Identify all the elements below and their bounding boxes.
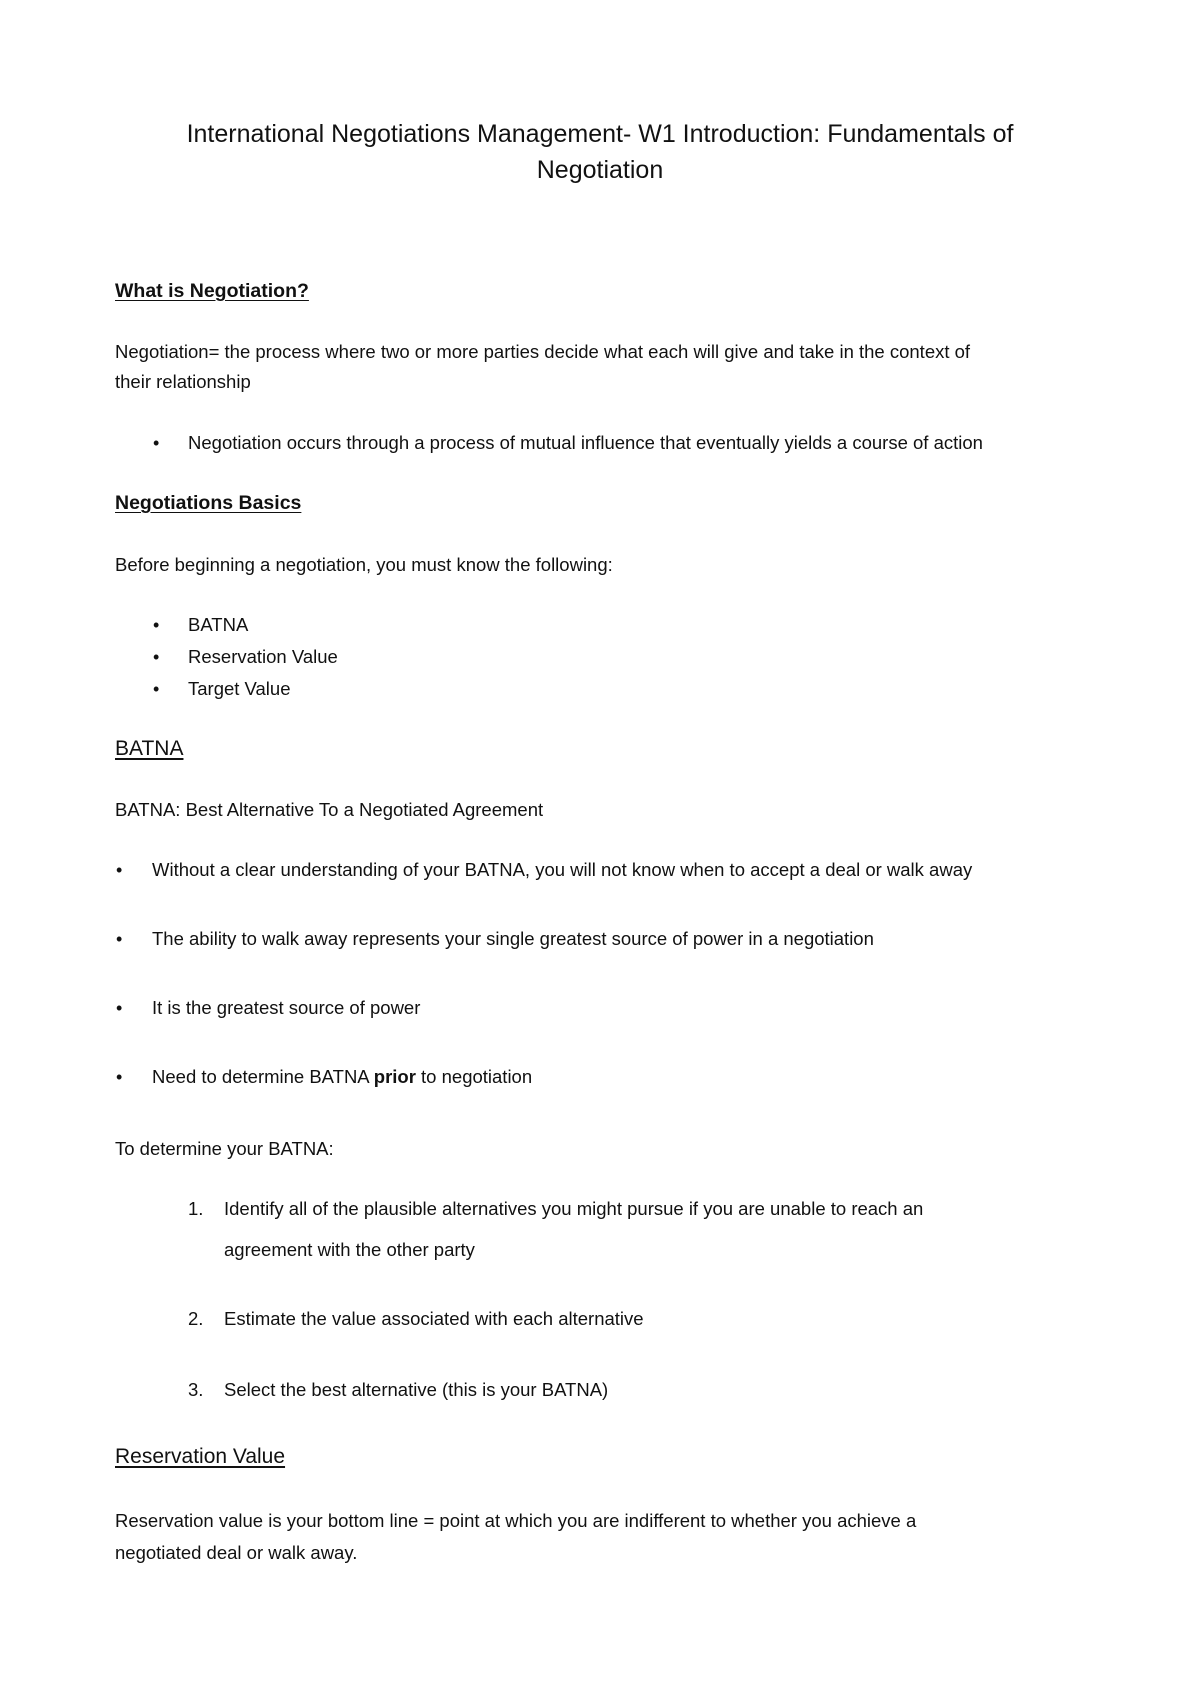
heading-batna: BATNA xyxy=(115,737,184,760)
batna-bullet-walk-away: The ability to walk away represents your single greatest source of power in a negotiation xyxy=(152,928,874,949)
batna-steps-intro: To determine your BATNA: xyxy=(115,1138,334,1159)
step-1-line-2: agreement with the other party xyxy=(224,1239,475,1260)
basics-intro: Before beginning a negotiation, you must know the following: xyxy=(115,554,613,575)
negotiation-definition-line-1: Negotiation= the process where two or more parties decide what each will give and take in the context of xyxy=(115,341,971,362)
negotiation-definition-line-2: their relationship xyxy=(115,371,251,392)
bullet-icon: • xyxy=(116,929,123,949)
heading-negotiations-basics: Negotiations Basics xyxy=(115,492,302,514)
basics-item-target-value: Target Value xyxy=(188,678,291,699)
batna-bullet-understanding: Without a clear understanding of your BATNA, you will not know when to accept a deal or walk away xyxy=(152,859,973,880)
title-line-1: International Negotiations Management- W1 Introduction: Fundamentals of xyxy=(186,120,1014,148)
step-1-line-1: Identify all of the plausible alternatives you might pursue if you are unable to reach an xyxy=(224,1198,924,1219)
bullet-icon: • xyxy=(153,433,160,453)
basics-item-reservation-value: Reservation Value xyxy=(188,646,338,667)
bullet4-text-bold: prior xyxy=(373,1066,416,1087)
bullet-icon: • xyxy=(153,647,160,667)
bullet-icon: • xyxy=(153,615,160,635)
basics-item-batna: BATNA xyxy=(188,614,249,635)
bullet4-text-post: to negotiation xyxy=(415,1066,533,1087)
step-3: Select the best alternative (this is your BATNA) xyxy=(224,1379,609,1400)
batna-definition: BATNA: Best Alternative To a Negotiated Agreement xyxy=(115,799,544,820)
batna-bullet-greatest-source: It is the greatest source of power xyxy=(152,997,421,1018)
negotiation-influence-bullet: Negotiation occurs through a process of mutual influence that eventually yields a course of action xyxy=(188,432,983,453)
step-number-2: 2. xyxy=(188,1308,204,1329)
bullet-icon: • xyxy=(116,860,123,880)
bullet4-text-pre: Need to determine BATNA xyxy=(152,1066,374,1087)
step-2: Estimate the value associated with each alternative xyxy=(224,1308,644,1329)
reservation-value-line-1: Reservation value is your bottom line = point at which you are indifferent to whether you achieve a xyxy=(115,1510,917,1531)
batna-bullet-determine-prior xyxy=(152,1062,532,1092)
heading-what-is-negotiation: What is Negotiation? xyxy=(115,280,309,302)
bullet-icon: • xyxy=(153,679,160,699)
title-line-2: Negotiation xyxy=(536,156,664,184)
heading-reservation-value: Reservation Value xyxy=(115,1445,286,1468)
bullet-icon: • xyxy=(116,1067,123,1087)
step-number-3: 3. xyxy=(188,1379,204,1400)
bullet-icon: • xyxy=(116,998,123,1018)
document-title xyxy=(100,116,1100,188)
reservation-value-line-2: negotiated deal or walk away. xyxy=(115,1542,358,1563)
step-number-1: 1. xyxy=(188,1198,204,1219)
